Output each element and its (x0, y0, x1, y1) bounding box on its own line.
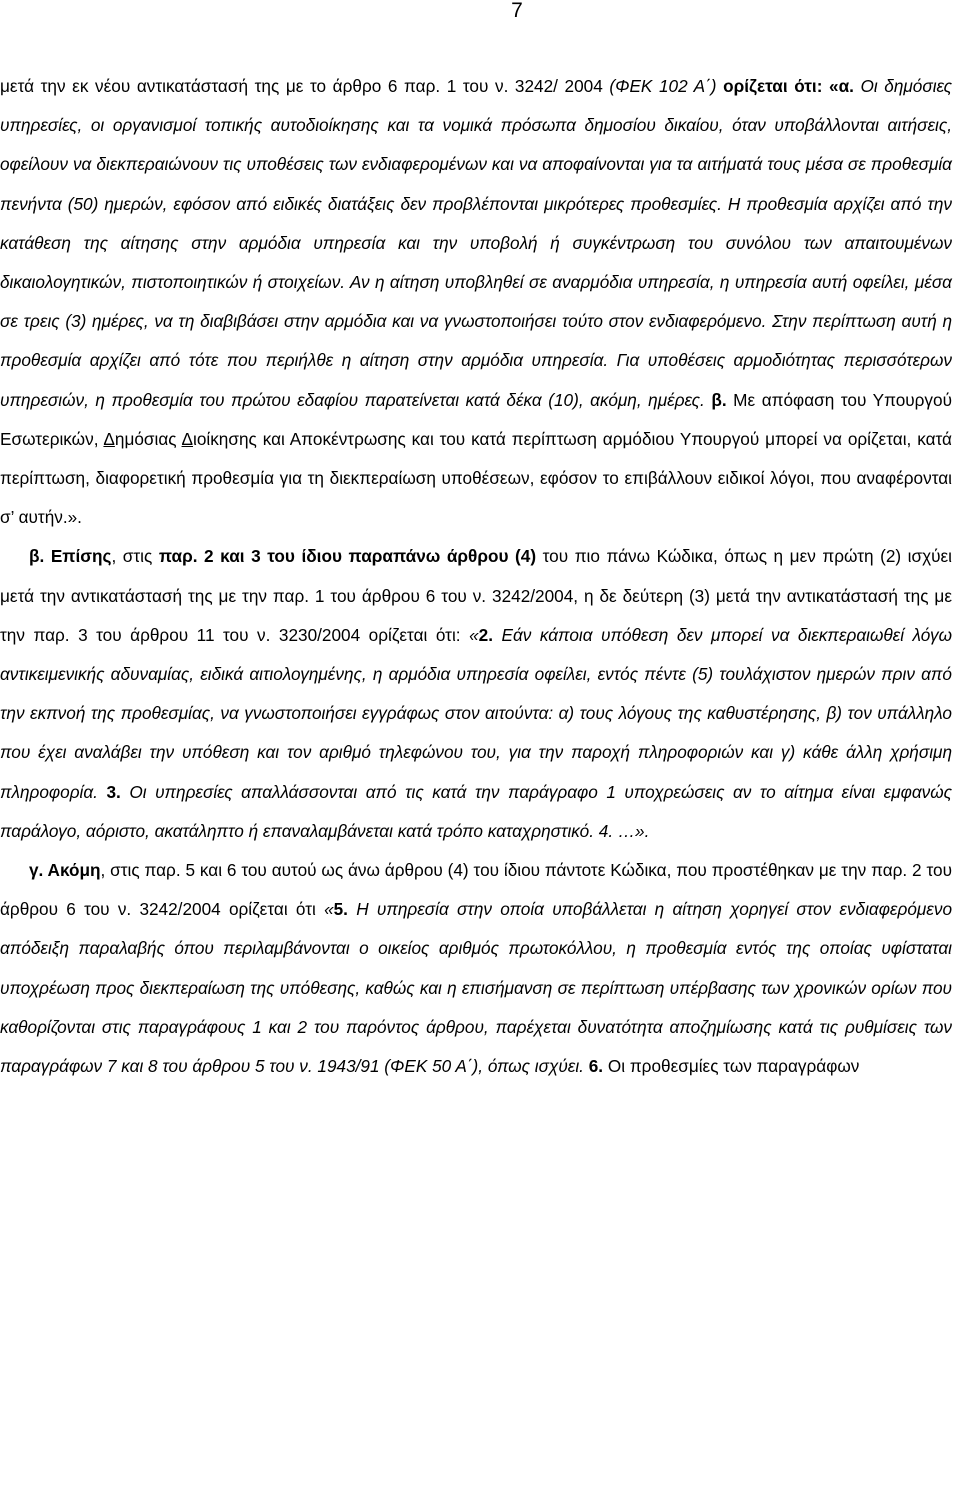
text-run-bold: ορίζεται ότι: «α. (723, 76, 854, 96)
text-run: , στις παρ. 5 και 6 του αυτού ως άνω άρθρου (4) του ίδιου πάντοτε Κώδικα, που προστέθηκαν με την παρ. 2 του άρθρου 6 του ν. 3242/2004 ορίζεται ότι (0, 860, 952, 920)
quoted-text-italic: Η υπηρεσία στην οποία υποβάλλεται η αίτηση χορηγεί στον ενδιαφερόμενο απόδειξη παραλαβής όπου περιλαμβάνονται ο οικείος αριθμός πρωτοκόλλου, η προθεσμία εντός της οποίας υφίσταται υποχρέωση προς διεκπεραίωση της υπόθεσης, καθώς και η επισήμανση σε περίπτωση υπέρβασης των χρονικών ορίων που καθορίζονται στις παραγράφους 1 και 2 του παρόντος άρθρου, παρέχεται δυνατότητα αποζημίωσης κατά τις ρυθμίσεις των παραγράφων 7 και 8 του άρθρου 5 του ν. 1943/91 (ΦΕΚ 50 Α΄), όπως ισχύει. (0, 899, 952, 1077)
text-run-bold: 5. (333, 899, 348, 920)
text-run-underline: Δ (103, 428, 115, 449)
text-run: του πιο πάνω Κώδικα, όπως η μεν πρώτη (2) ισχύει μετά την αντικατάστασή της με την παρ. 1 του άρθρου 6 του ν. 3242/2004, η δε δεύτερη (3) μετά την αντικατάστασή της με την παρ. 3 του άρθρου 11 του ν. 3230/2004 ορίζεται ότι: (0, 546, 953, 645)
quoted-text-italic: Οι υπηρεσίες απαλλάσσονται από τις κατά την παράγραφο 1 υποχρεώσεις αν το αίτημα είναι εμφανώς παράλογο, αόριστο, ακατάληπτο ή επαναλαμβάνεται κατά τρόπο καταχρηστικό. 4. …». (0, 781, 952, 841)
text-run-bold: β. Επίσης (29, 546, 112, 567)
text-run: μετά την εκ νέου αντικατάστασή της με το άρθρο 6 παρ. 1 του ν. 3242/ 2004 (0, 76, 610, 96)
paragraph-article-4-par-1 (0, 67, 952, 537)
text-run-bold: 6. (588, 1056, 604, 1077)
text-run-italic: « (469, 624, 479, 645)
paragraph-beta (0, 537, 952, 851)
page-number: 7 (511, 0, 523, 22)
document-body (0, 67, 952, 1086)
text-run-bold: 3. (106, 781, 121, 802)
text-run-underline: Δ (181, 428, 194, 449)
quoted-text-italic: Στην περίπτωση αυτή η προθεσμία αρχίζει από τότε που περιήλθε η αίτηση στην αρμόδια υπηρεσία. (0, 311, 953, 371)
paragraph-gamma (0, 851, 952, 1086)
quoted-text-italic: Αν η αίτηση υποβληθεί σε αναρμόδια υπηρεσία, η υπηρεσία αυτή οφείλει, μέσα σε τρεις (3) ημέρες, να τη διαβιβάσει στην αρμόδια και να γνωστοποιήσει τούτο στον ενδιαφερόμενο. (0, 272, 952, 332)
text-run: Οι προθεσμίες των παραγράφων (603, 1056, 860, 1077)
text-run-italic: (ΦΕΚ 102 Α΄) (609, 76, 717, 96)
text-run-bold: γ. Ακόμη (29, 860, 101, 881)
quoted-text-italic: Εάν κάποια υπόθεση δεν μπορεί να διεκπεραιωθεί λόγω αντικειμενικής αδυναμίας, ειδικά αιτιολογημένης, η αρμόδια υπηρεσία οφείλει, εντός πέντε (5) τουλάχιστον ημερών πριν από την εκπνοή της προθεσμίας, να γνωστοποιήσει εγγράφως στον αιτούντα: α) τους λόγους της καθυστέρησης, β) τον υπάλληλο που έχει αναλάβει την υπόθεση και τον αριθμό τηλεφώνου του, για την παροχή πληροφοριών και γ) κάθε άλλη χρήσιμη πληροφορία. (0, 624, 952, 802)
text-run-bold: 2. (478, 624, 493, 645)
text-run: Με απόφαση του Υπουργού Εσωτερικών, (0, 389, 952, 449)
text-run: , στις (111, 546, 159, 567)
text-run: ιοίκησης και Αποκέντρωσης και του κατά περίπτωση αρμόδιου Υπουργού μπορεί να ορίζεται, κατά περίπτωση, διαφορετική προθεσμία για τη διεκπεραίωση υποθέσεων, εφόσον το επιβάλλουν ειδικοί λόγοι, που αναφέρονται σ’ αυτήν.». (0, 428, 952, 528)
text-run: ημόσιας (114, 428, 182, 449)
text-run-bold: παρ. 2 και 3 του ίδιου παραπάνω άρθρου (4) (158, 546, 537, 567)
text-run-italic: « (324, 899, 334, 920)
text-run-bold: β. (711, 389, 727, 410)
quoted-text-italic: Οι δημόσιες υπηρεσίες, οι οργανισμοί τοπικής αυτοδιοίκησης και τα νομικά πρόσωπα δημοσίου δικαίου, όταν υποβάλλονται αιτήσεις, οφείλουν να διεκπεραιώνουν τις υποθέσεις των ενδιαφερομένων και να αποφαίνονται για τα αιτήματά τους μέσα σε προθεσμία πενήντα (50) ημερών, εφόσον από ειδικές διατάξεις δεν προβλέπονται μικρότερες προθεσμίες. (0, 76, 952, 214)
quoted-text-italic: Για υποθέσεις αρμοδιότητας περισσότερων υπηρεσιών, η προθεσμία του πρώτου εδαφίου παρατείνεται κατά δέκα (10), ακόμη, ημέρες. (0, 350, 952, 410)
quoted-text-italic: Η προθεσμία αρχίζει από την κατάθεση της αίτησης στην αρμόδια υπηρεσία και την υποβολή ή συγκέντρωση του συνόλου των απαιτουμένων δικαιολογητικών, πιστοποιητικών ή στοιχείων. (0, 193, 952, 293)
